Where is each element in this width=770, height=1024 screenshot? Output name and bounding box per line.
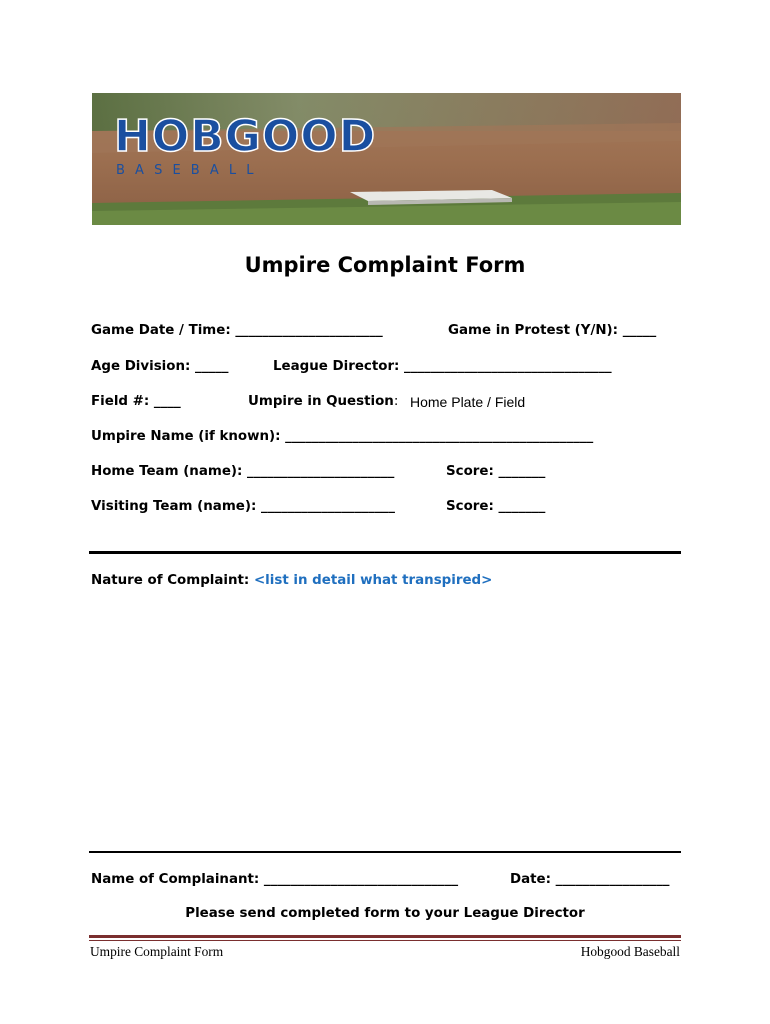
footer-left-text: Umpire Complaint Form [90,944,224,959]
visiting-score-field[interactable]: Score: _______ [446,499,546,514]
section-divider-top [89,551,681,554]
game-date-field[interactable]: Game Date / Time: ______________________ [91,323,383,338]
complaint-date-field[interactable]: Date: _________________ [510,872,670,887]
footer-rule-thin [89,940,681,941]
logo-subword: B A S E B A L L [116,163,257,178]
home-plate-field-options[interactable]: Home Plate / Field [410,394,526,410]
section-divider-bottom [89,851,681,853]
complaint-label: Nature of Complaint: [91,573,254,588]
league-director-field[interactable]: League Director: _______________________________ [273,359,612,374]
umpire-in-question-text: Umpire in Question [248,394,394,409]
umpire-in-question-label [248,394,398,409]
footer-rule [89,935,681,938]
home-score-field[interactable]: Score: _______ [446,464,546,479]
field-number-field[interactable]: Field #: ____ [91,394,181,409]
umpire-in-question-colon: : [393,394,399,409]
form-title: Umpire Complaint Form [244,253,526,277]
umpire-name-field[interactable]: Umpire Name (if known): ______________________________________________ [91,429,594,444]
nature-of-complaint[interactable] [91,573,492,588]
age-division-field[interactable]: Age Division: _____ [91,359,229,374]
complainant-name-field[interactable]: Name of Complainant: _____________________________ [91,872,459,887]
logo-wordmark: HOBGOOD [114,111,377,162]
submission-instruction: Please send completed form to your League Director [185,906,585,921]
complaint-placeholder[interactable]: <list in detail what transpired> [253,573,493,588]
visiting-team-field[interactable]: Visiting Team (name): ____________________ [91,499,395,514]
hobgood-baseball-banner [92,93,681,225]
game-protest-field[interactable]: Game in Protest (Y/N): _____ [448,323,657,338]
home-team-field[interactable]: Home Team (name): ______________________ [91,464,395,479]
footer-right-text: Hobgood Baseball [580,944,680,959]
